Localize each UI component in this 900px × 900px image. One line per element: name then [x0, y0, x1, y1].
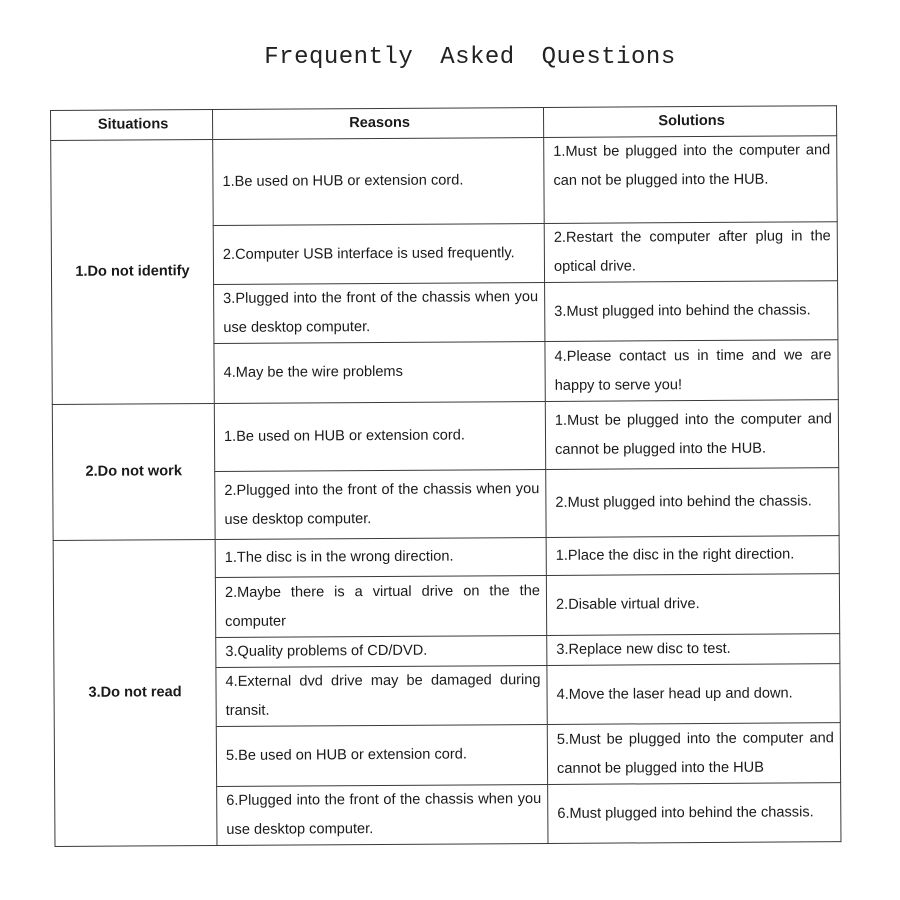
- solution-cell: 6.Must plugged into behind the chassis.: [548, 783, 841, 844]
- solution-cell: 4.Move the laser head up and down.: [547, 664, 840, 725]
- reason-cell: 4.May be the wire problems: [214, 341, 545, 403]
- faq-table: [50, 105, 841, 847]
- reason-cell: 3.Plugged into the front of the chassis when you use desktop computer.: [214, 282, 545, 343]
- table-row: [53, 536, 839, 579]
- solution-cell: 1.Must be plugged into the computer and can not be plugged into the HUB.: [544, 136, 838, 224]
- situation-cell: 3.Do not read: [53, 539, 217, 846]
- header-solutions: Solutions: [543, 106, 836, 138]
- reason-cell: 6.Plugged into the front of the chassis when you use desktop computer.: [217, 784, 548, 845]
- solution-cell: 5.Must be plugged into the computer and cannot be plugged into the HUB: [547, 723, 840, 785]
- table-row: [52, 400, 838, 473]
- reason-cell: 2.Plugged into the front of the chassis when you use desktop computer.: [215, 469, 546, 539]
- solution-cell: 2.Disable virtual drive.: [546, 574, 839, 636]
- reason-cell: 1.Be used on HUB or extension cord.: [214, 401, 545, 471]
- solution-cell: 3.Must plugged into behind the chassis.: [545, 281, 838, 342]
- solution-cell: 2.Must plugged into behind the chassis.: [546, 468, 839, 538]
- reason-cell: 5.Be used on HUB or extension cord.: [216, 724, 547, 786]
- solution-cell: 1.Place the disc in the right direction.: [546, 536, 839, 576]
- solution-cell: 2.Restart the computer after plug in the optical drive.: [544, 222, 837, 283]
- solution-cell: 4.Please contact us in time and we are happy to serve you!: [545, 340, 838, 402]
- situation-cell: 2.Do not work: [52, 404, 215, 541]
- reason-cell: 2.Computer USB interface is used frequently.: [213, 223, 544, 284]
- reason-cell: 2.Maybe there is a virtual drive on the the computer: [215, 575, 546, 637]
- solution-cell: 1.Must be plugged into the computer and cannot be plugged into the HUB.: [545, 400, 838, 470]
- header-reasons: Reasons: [213, 107, 544, 139]
- reason-cell: 4.External dvd drive may be damaged during transit.: [216, 665, 547, 726]
- page-title: Frequently Asked Questions: [264, 44, 676, 71]
- reason-cell: 1.The disc is in the wrong direction.: [215, 537, 546, 577]
- situation-cell: 1.Do not identify: [51, 140, 215, 405]
- reason-cell: 1.Be used on HUB or extension cord.: [213, 137, 545, 225]
- solution-cell: 3.Replace new disc to test.: [547, 634, 840, 666]
- table-header-row: [51, 106, 837, 141]
- table-row: [51, 136, 838, 227]
- header-situations: Situations: [51, 110, 213, 141]
- reason-cell: 3.Quality problems of CD/DVD.: [216, 635, 547, 667]
- faq-body: [51, 136, 841, 847]
